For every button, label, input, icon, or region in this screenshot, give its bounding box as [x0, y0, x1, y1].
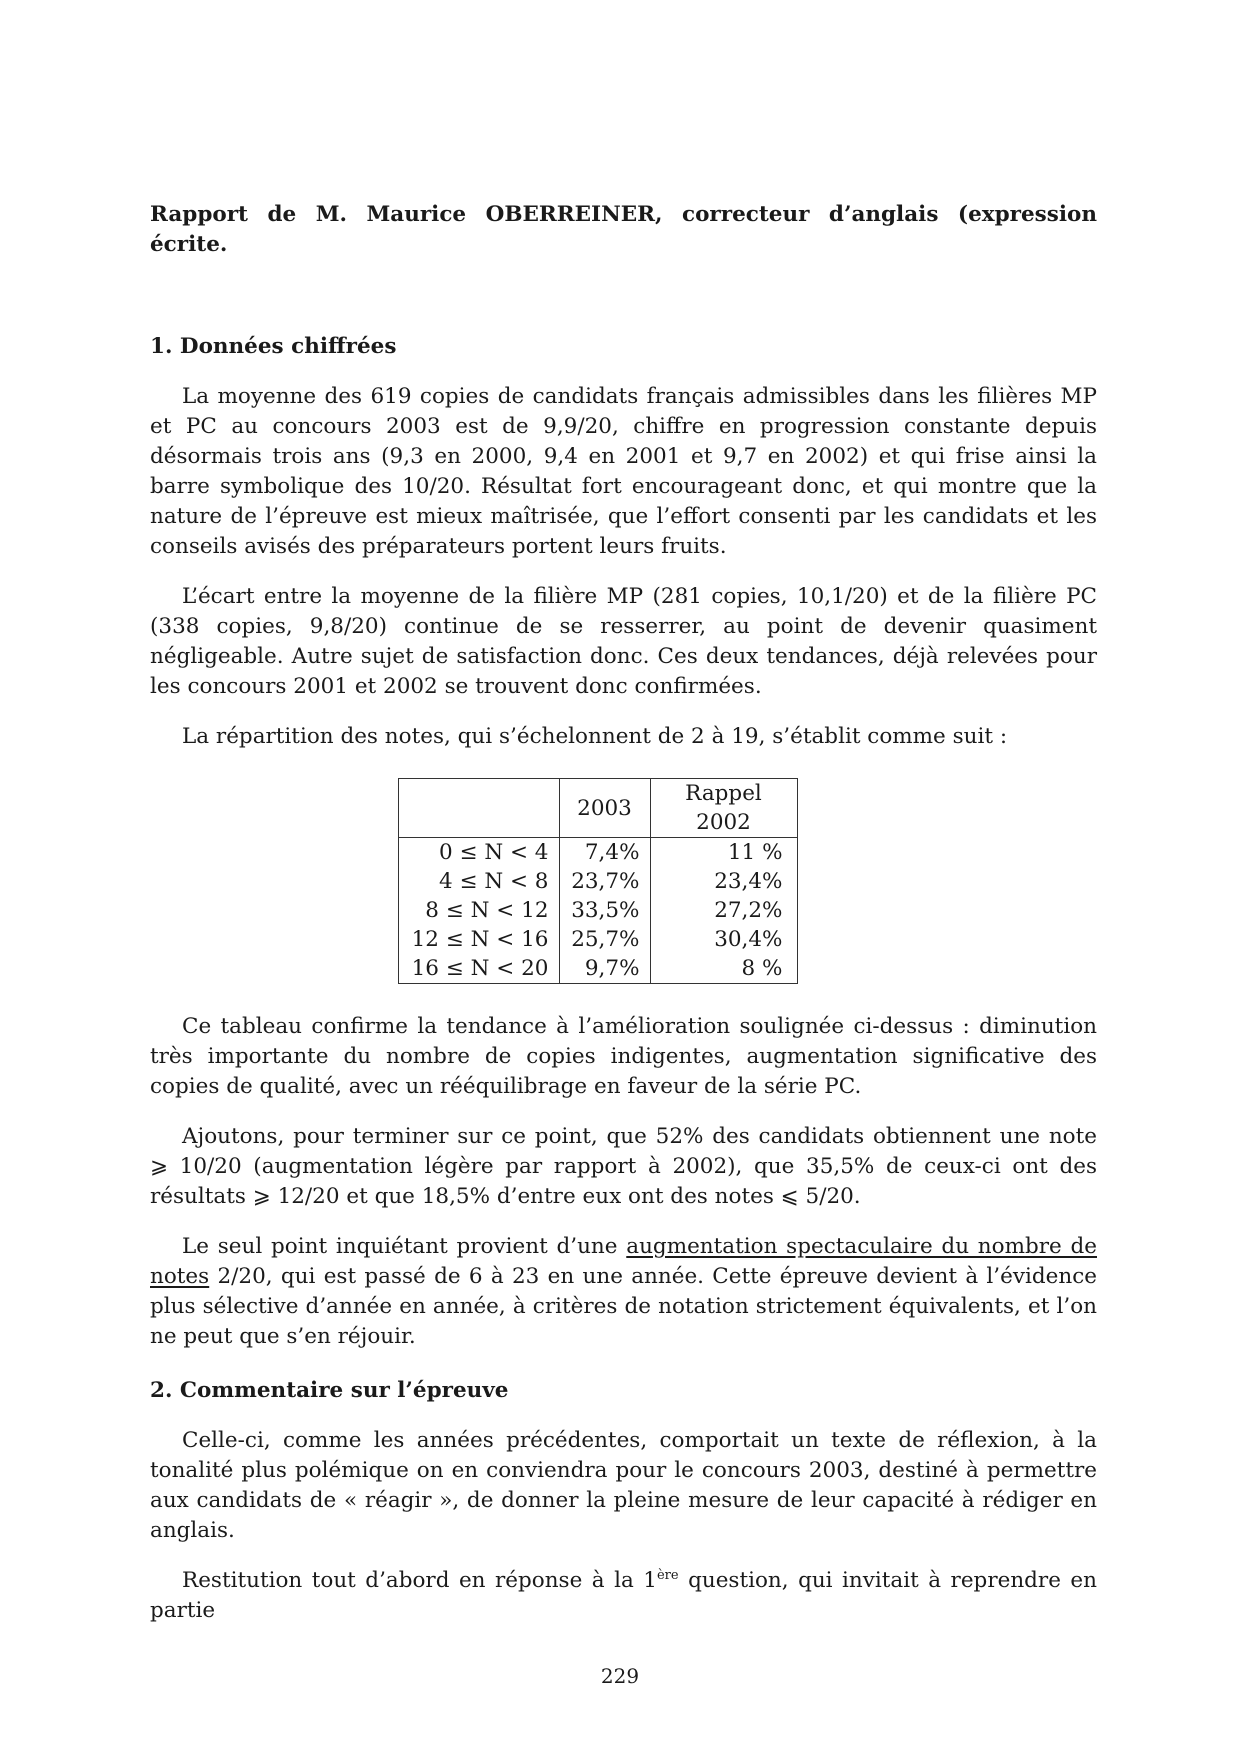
- table-row: [398, 925, 797, 954]
- paragraph: La répartition des notes, qui s’échelonnent de 2 à 19, s’établit comme suit :: [182, 724, 1008, 749]
- table-row: [398, 867, 797, 896]
- value-2003-cell: 7,4%: [559, 838, 650, 868]
- paragraph: Ajoutons, pour terminer sur ce point, que 52% des candidats obtiennent une note ⩾ 10/20 (augmentation légère par rapport à 2002), que 35,5% de ceux-ci ont des résultats ⩾ 12/20 et que 18,5% d’entre eux ont des notes ⩽ 5/20.: [150, 1124, 1097, 1209]
- value-2003-cell: 9,7%: [559, 954, 650, 984]
- table-header-2003: 2003: [559, 779, 650, 838]
- paragraph-text: Le seul point inquiétant provient d’une: [182, 1234, 627, 1259]
- value-2003-cell: 25,7%: [559, 925, 650, 954]
- table-row: [398, 896, 797, 925]
- superscript: ère: [656, 1567, 679, 1583]
- table-row: [398, 954, 797, 984]
- paragraph-text: Restitution tout d’abord en réponse à la 1: [182, 1568, 657, 1593]
- value-2002-cell: 30,4%: [650, 925, 797, 954]
- value-2003-cell: 23,7%: [559, 867, 650, 896]
- paragraph: [150, 1566, 1097, 1626]
- paragraph-text: question, qui invitait à reprendre en partie: [150, 1568, 1097, 1623]
- section-2-heading: 2. Commentaire sur l’épreuve: [150, 1378, 509, 1403]
- underlined-phrase: augmentation spectaculaire du nombre de notes: [150, 1234, 1097, 1289]
- value-2002-cell: 11 %: [650, 838, 797, 868]
- section-1-heading: 1. Données chiffrées: [150, 334, 397, 359]
- table-row: [398, 838, 797, 868]
- paragraph: L’écart entre la moyenne de la filière MP (281 copies, 10,1/20) et de la filière PC (338 copies, 9,8/20) continue de se resserrer, au point de devenir quasiment négligeable. Autre sujet de satisfaction donc. Ces deux tendances, déjà relevées pour les concours 2001 et 2002 se trouvent donc confirmées.: [150, 584, 1097, 699]
- range-cell: 16 ≤ N < 20: [398, 954, 559, 984]
- document-page: [150, 200, 1097, 1626]
- paragraph-text: 2/20, qui est passé de 6 à 23 en une année. Cette épreuve devient à l’évidence plus sélective d’année en année, à critères de notation strictement équivalents, et l’on ne peut que s’en réjouir.: [150, 1264, 1097, 1349]
- page-number: 229: [600, 1664, 640, 1688]
- table-header-2002: Rappel 2002: [650, 779, 797, 838]
- value-2003-cell: 33,5%: [559, 896, 650, 925]
- value-2002-cell: 27,2%: [650, 896, 797, 925]
- value-2002-cell: 23,4%: [650, 867, 797, 896]
- paragraph: La moyenne des 619 copies de candidats français admissibles dans les filières MP et PC au concours 2003 est de 9,9/20, chiffre en progression constante depuis désormais trois ans (9,3 en 2000, 9,4 en 2001 et 9,7 en 2002) et qui frise ainsi la barre symbolique des 10/20. Résultat fort encourageant donc, et qui montre que la nature de l’épreuve est mieux maîtrisée, que l’effort consenti par les candidats et les conseils avisés des préparateurs portent leurs fruits.: [150, 384, 1097, 559]
- table-header-empty: [398, 779, 559, 838]
- range-cell: 4 ≤ N < 8: [398, 867, 559, 896]
- range-cell: 12 ≤ N < 16: [398, 925, 559, 954]
- value-2002-cell: 8 %: [650, 954, 797, 984]
- grade-distribution-table: [398, 778, 798, 984]
- paragraph: Ce tableau confirme la tendance à l’amélioration soulignée ci-dessus : diminution très importante du nombre de copies indigentes, augmentation significative des copies de qualité, avec un rééquilibrage en faveur de la série PC.: [150, 1014, 1097, 1099]
- paragraph: [150, 1232, 1097, 1352]
- paragraph: Celle-ci, comme les années précédentes, comportait un texte de réflexion, à la tonalité plus polémique on en conviendra pour le concours 2003, destiné à permettre aux candidats de « réagir », de donner la pleine mesure de leur capacité à rédiger en anglais.: [150, 1428, 1097, 1543]
- report-title: Rapport de M. Maurice OBERREINER, correcteur d’anglais (expression écrite.: [150, 202, 1097, 257]
- range-cell: 8 ≤ N < 12: [398, 896, 559, 925]
- range-cell: 0 ≤ N < 4: [398, 838, 559, 868]
